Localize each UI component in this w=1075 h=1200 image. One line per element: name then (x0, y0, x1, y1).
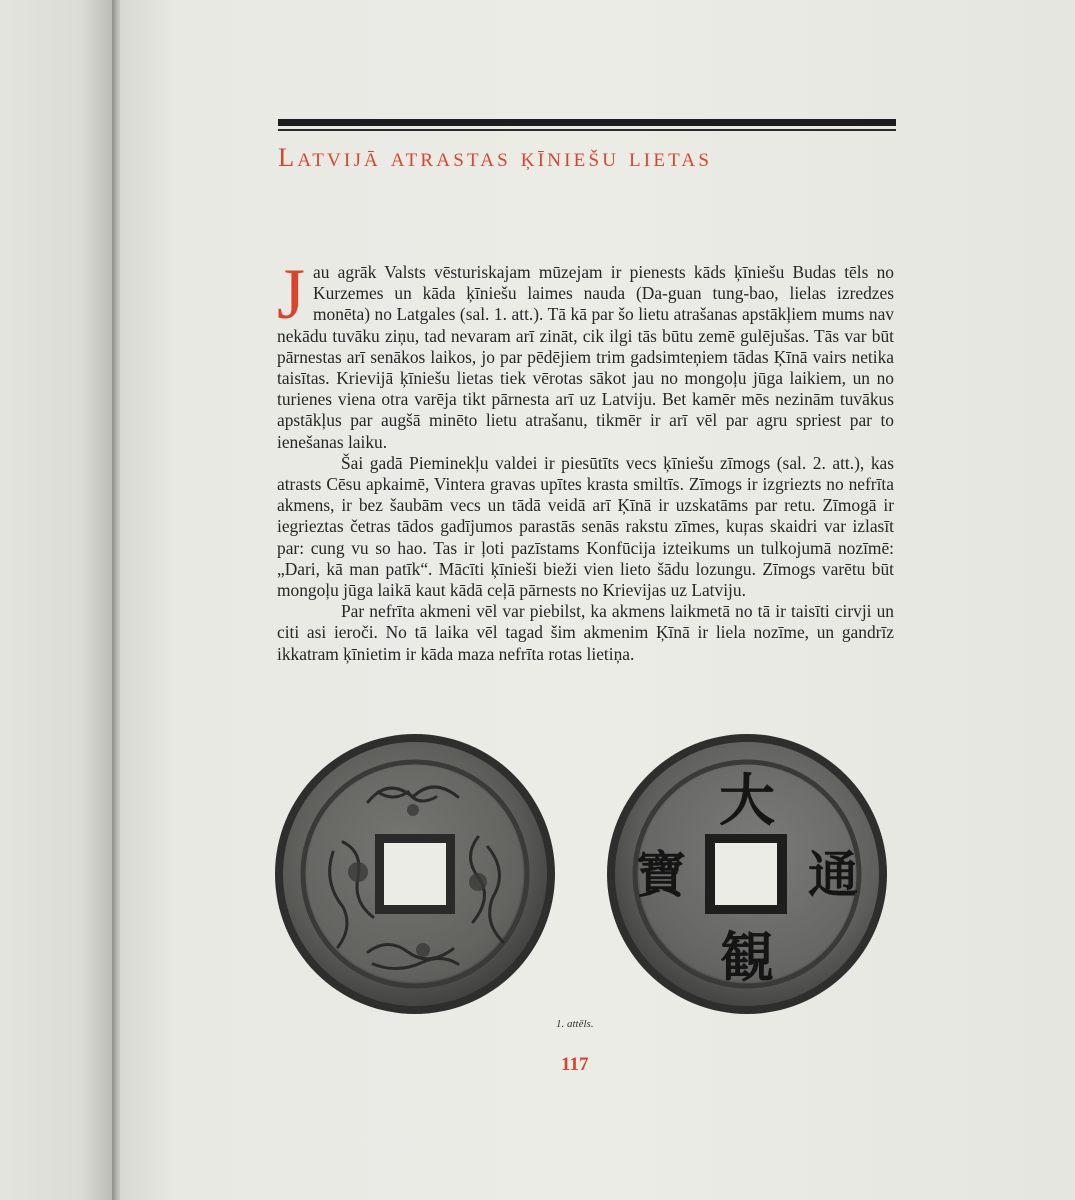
header-rule-thick (278, 119, 896, 126)
coin-reverse-svg (605, 732, 889, 1016)
figure-caption: 1. attēls. (556, 1018, 594, 1030)
paragraph-1 (277, 254, 894, 453)
coin-obverse-svg (273, 732, 557, 1016)
paragraph-1-text: au agrāk Valsts vēsturiskajam mūzejam ir pienests kāds ķīniešu Budas tēls no Kurzemes un kāda ķīniešu laimes nauda (Da-guan tung-bao, lielas izredzes monēta) no Latgales (sal. 1. att.). Tā kā par šo lietu atrašanas apstākļiem mums nav nekādu tuvāku ziņu, tad nevaram arī zināt, cik ilgi tās būtu zemē gulējušas. Tās var būt pārnestas arī senākos laikos, jo par pēdējiem trim gadsimteņiem tādas Ķīnā vairs netika taisītas. Krievijā ķīniešu lietas tiek vērotas sākot jau no mongoļu jūga laikiem, un no turienes viena otra varēja tikt pārnesta arī uz Latviju. Bet kamēr mēs nezinām tuvākus apstākļus par augšā minēto lietu atrašanu, tikmēr ir arī vēl par agru spriest par to ienešanas laiku. (277, 262, 894, 452)
paragraph-3: Par nefrīta akmeni vēl var piebilst, ka akmens laikmetā no tā ir taisīti cirvji un citi asi ieroči. No tā laika vēl tagad šim akmenim Ķīnā ir liela nozīme, un gandrīz ikkatram ķīnietim ir kāda maza nefrīta rotas lietiņa. (277, 601, 894, 664)
coin-char-left: 寶 (636, 845, 686, 904)
page-title: Latvijā atrastas ķīniešu lietas (278, 142, 713, 172)
drop-cap: J (277, 254, 306, 334)
coin-char-top: 大 (719, 768, 775, 834)
coin-obverse-image (273, 732, 557, 1016)
paragraph-2: Šai gadā Pieminekļu valdei ir piesūtīts vecs ķīniešu zīmogs (sal. 2. att.), kas atrasts Cēsu apkaimē, Vintera gravas upītes krasta smiltīs. Zīmogs ir izgriezts no nefrīta akmens, ir bez šaubām vecs un tādā veidā arī Ķīnā ir uzskatāms par retu. Zīmogā ir iegrieztas četras tādos gadījumos parastās senās rakstu zīmes, kuŗas skaidri var izlasīt par: cung vu so hao. Tas ir ļoti pazīstams Konfūcija izteikums un tulkojumā nozīmē: „Dari, kā man patīk“. Mācīti ķīnieši bieži vien lieto šādu lozungu. Zīmogs varētu būt mongoļu jūga laikā kaut kādā ceļā pārnests no Krievijas uz Latviju. (277, 452, 894, 601)
page-number: 117 (561, 1054, 589, 1075)
left-page-edge (0, 0, 116, 1200)
coin-char-right: 通 (808, 845, 858, 904)
coin-reverse-image (605, 732, 889, 1016)
article-body (277, 254, 894, 665)
coin-char-bottom: 観 (720, 925, 774, 989)
header-rule-thin (278, 129, 896, 131)
